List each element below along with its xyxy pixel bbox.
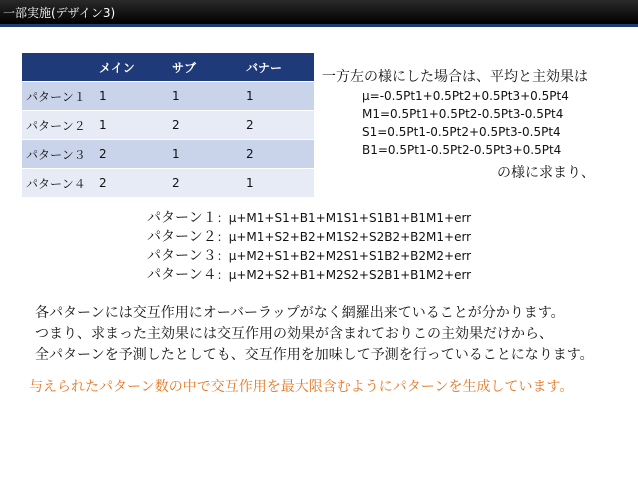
pattern-label: パターン３ [147,248,217,264]
table-cell: 2 [166,111,240,140]
table-cell: パターン４ [22,169,93,198]
explanation-line: 各パターンには交互作用にオーバーラップがなく網羅出来ていることが分かります。 [35,305,565,321]
formula-line: B1=0.5Pt1-0.5Pt2-0.5Pt3+0.5Pt4 [362,143,562,157]
table-row [22,140,314,169]
title-divider [0,24,638,27]
table-cell: 1 [93,82,166,111]
table-cell: 1 [166,140,240,169]
pattern-equation [147,228,471,247]
pattern-expression: ：μ+M2+S1+B2+M2S1+S1B2+B2M2+err [216,249,472,263]
table-cell: 2 [93,140,166,169]
table-cell: パターン２ [22,111,93,140]
intro-text: 一方左の様にした場合は、平均と主効果は [322,69,588,85]
table-cell: パターン３ [22,140,93,169]
table-cell: 1 [166,82,240,111]
table-cell: 2 [240,111,314,140]
table-cell: 1 [240,169,314,198]
formula-line: μ=-0.5Pt1+0.5Pt2+0.5Pt3+0.5Pt4 [362,89,569,103]
table-row [22,111,314,140]
pattern-table [22,53,314,198]
pattern-equation [147,209,471,228]
pattern-equation [147,266,471,285]
table-row [22,169,314,198]
pattern-equation [147,247,471,266]
table-cell: 1 [240,82,314,111]
slide-title-bar [0,0,638,24]
table-cell: 2 [240,140,314,169]
table-row [22,82,314,111]
pattern-equations [147,209,471,285]
pattern-label: パターン４ [147,267,217,283]
main-effect-formulas [362,87,569,159]
formula-line: S1=0.5Pt1-0.5Pt2+0.5Pt3-0.5Pt4 [362,125,561,139]
pattern-expression: ：μ+M1+S2+B2+M1S2+S2B2+B2M1+err [216,230,472,244]
explanation-paragraph [35,303,594,366]
formulas-suffix: の様に求まり、 [497,165,595,181]
pattern-expression: ：μ+M2+S2+B1+M2S2+S2B1+B1M2+err [216,268,472,282]
table-header-cell: バナー [240,53,314,82]
table-cell: 1 [93,111,166,140]
pattern-label: パターン２ [147,229,217,245]
table-cell: 2 [166,169,240,198]
pattern-expression: ：μ+M1+S1+B1+M1S1+S1B1+B1M1+err [216,211,472,225]
table-header-cell: メイン [93,53,166,82]
table-cell: 2 [93,169,166,198]
highlight-conclusion: 与えられたパターン数の中で交互作用を最大限含むようにパターンを生成しています。 [29,379,574,395]
formula-line: M1=0.5Pt1+0.5Pt2-0.5Pt3-0.5Pt4 [362,107,564,121]
slide-title: 一部実施(デザイン3) [3,6,116,20]
explanation-line: 全パターンを予測したとしても、交互作用を加味して予測を行っていることになります。 [35,347,594,363]
explanation-line: つまり、求まった主効果には交互作用の効果が含まれておりこの主効果だけから、 [35,326,553,342]
table-cell: パターン１ [22,82,93,111]
pattern-label: パターン１ [147,210,217,226]
table-header-cell: サブ [166,53,240,82]
table-header-row [22,53,314,82]
table-header-cell [22,53,93,82]
